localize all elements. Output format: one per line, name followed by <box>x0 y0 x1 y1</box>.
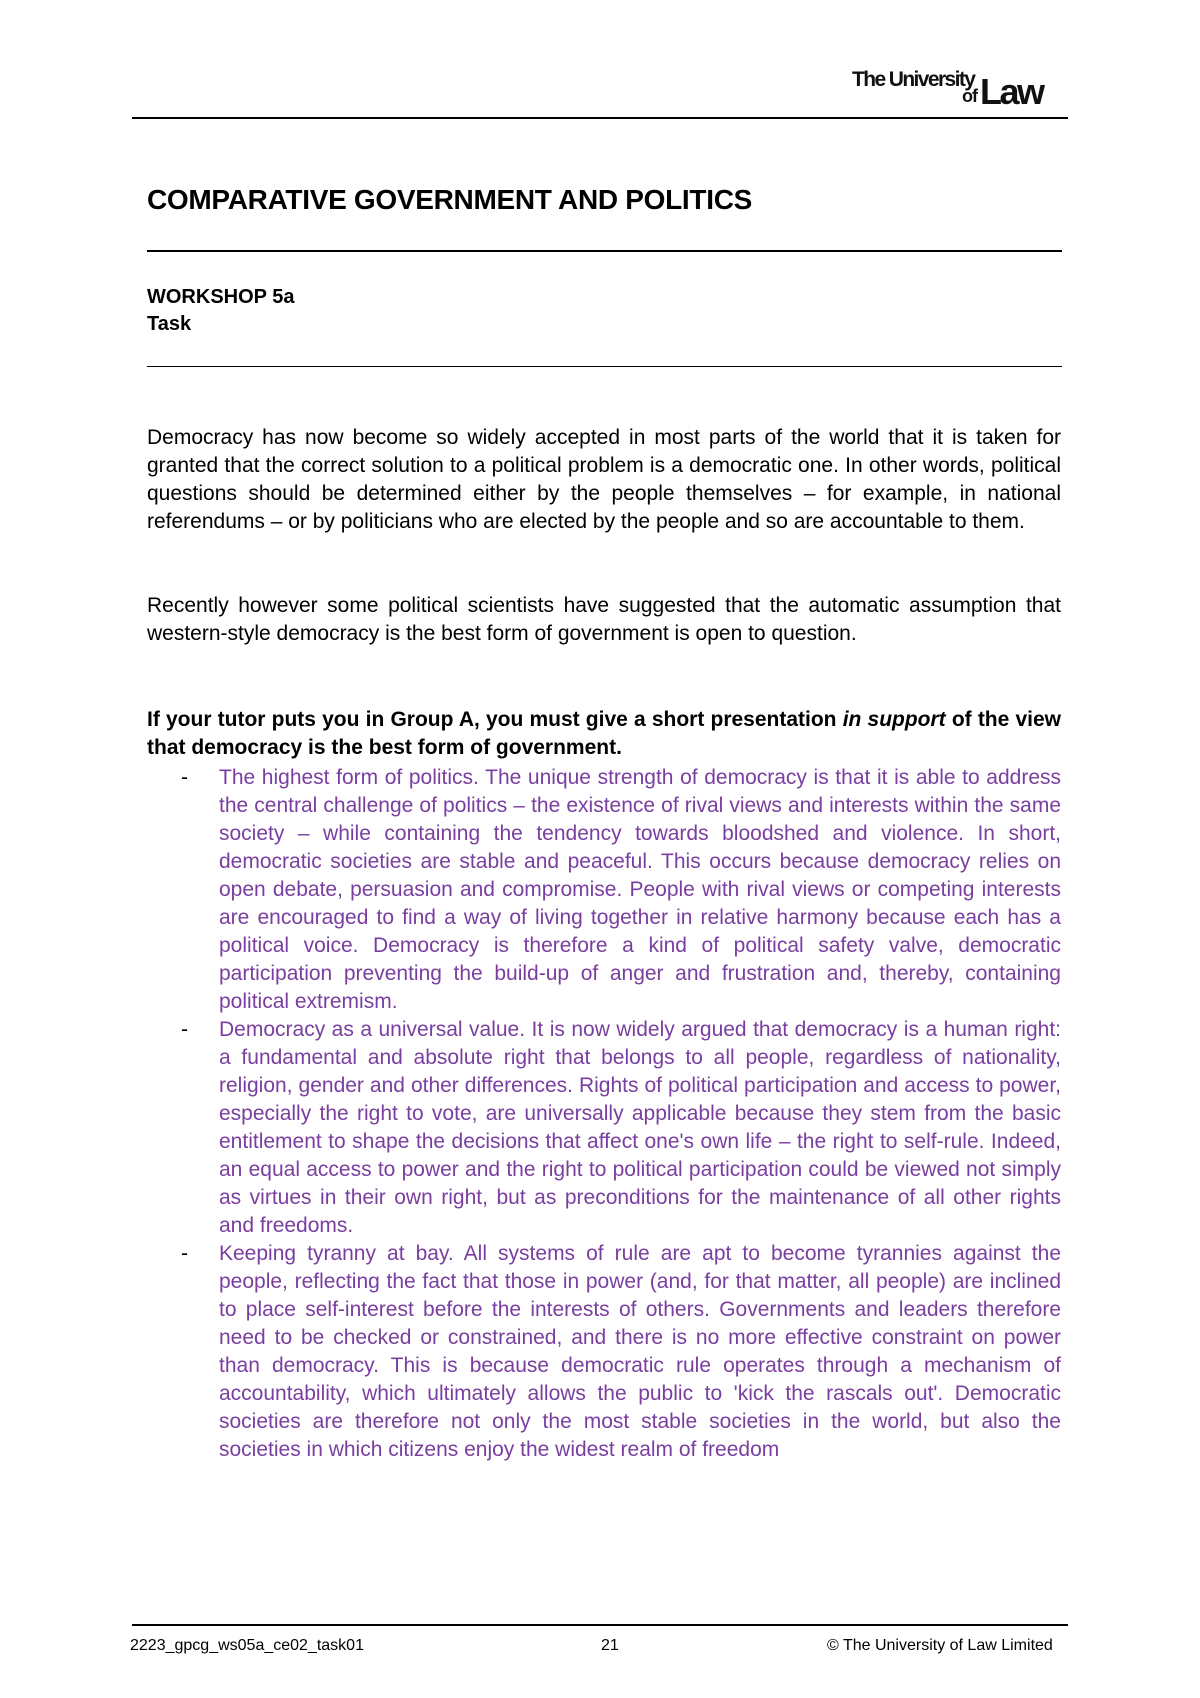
bullet-dash: - <box>181 1242 188 1265</box>
footer-copyright: © The University of Law Limited <box>827 1637 1053 1654</box>
intro-paragraph-1: Democracy has now become so widely accepted in most parts of the world that it is taken for granted that the correct solution to a political problem is a democratic one. In other words, political questions should be determined either by the people themselves – for example, in national referendums – or by politicians who are elected by the people and so are accountable to them. <box>147 426 1061 533</box>
title-rule <box>147 250 1062 252</box>
intro-paragraph-2: Recently however some political scientists have suggested that the automatic assumption that western-style democracy is the best form of government is open to question. <box>147 594 1061 645</box>
intro-section-2 <box>147 592 1061 648</box>
footer-page-number: 21 <box>601 1637 619 1654</box>
instruction-italic: in support <box>842 708 946 731</box>
logo-line-3: Law <box>980 71 1043 112</box>
workshop-sub: Task <box>147 313 192 335</box>
instruction-part-2: of the view that democracy is the best form of government. <box>147 708 1062 759</box>
footer-rule <box>132 1624 1068 1626</box>
bullet-dash: - <box>181 1018 188 1041</box>
footer-code: 2223_gpcg_ws05a_ce02_task01 <box>130 1637 364 1654</box>
list-item <box>147 1240 1061 1464</box>
list-item-text: Keeping tyranny at bay. All systems of rule are apt to become tyrannies against the people, reflecting the fact that those in power (and, for that matter, all people) are inclined to place self-interest before the interests of others. Governments and leaders therefore need to be checked or constrained, and there is no more effective constraint on power than democracy. This is because democratic rule operates through a mechanism of accountability, which ultimately allows the public to 'kick the rascals out'. Democratic societies are therefore not only the most stable societies in the world, but also the societies in which citizens enjoy the widest realm of freedom <box>219 1242 1061 1461</box>
list-item-text: Democracy as a universal value. It is now widely argued that democracy is a human right: a fundamental and absolute right that belongs to all people, regardless of nationality, religion, gender and other differences. Rights of political participation and access to power, especially the right to vote, are universally applicable because they stem from the basic entitlement to shape the decisions that affect one's own life – the right to self-rule. Indeed, an equal access to power and the right to political participation could be viewed not simply as virtues in their own right, but as preconditions for the maintenance of all other rights and freedoms. <box>219 1018 1061 1237</box>
instruction-paragraph <box>147 706 1061 762</box>
workshop-rule <box>147 366 1062 367</box>
page-title: COMPARATIVE GOVERNMENT AND POLITICS <box>147 184 752 215</box>
workshop-heading <box>147 284 294 338</box>
list-item <box>147 1016 1061 1240</box>
logo-line-1: The University <box>852 68 975 91</box>
header-rule <box>132 117 1068 119</box>
intro-section <box>147 424 1061 536</box>
workshop-label: WORKSHOP 5a <box>147 286 295 308</box>
instruction-part-1: If your tutor puts you in Group A, you must give a short presentation <box>147 708 843 731</box>
logo-line-2: of <box>962 86 977 106</box>
argument-list <box>147 764 1061 1464</box>
university-logo <box>852 68 1062 112</box>
instruction <box>147 706 1061 762</box>
list-item <box>147 764 1061 1016</box>
bullet-dash: - <box>181 766 188 789</box>
list-item-text: The highest form of politics. The unique strength of democracy is that it is able to address the central challenge of politics – the existence of rival views and interests within the same society – while containing the tendency towards bloodshed and violence. In short, democratic societies are stable and peaceful. This occurs because democracy relies on open debate, persuasion and compromise. People with rival views or competing interests are encouraged to find a way of living together in relative harmony because each has a political voice. Democracy is therefore a kind of political safety valve, democratic participation preventing the build-up of anger and frustration and, thereby, containing political extremism. <box>219 766 1061 1013</box>
